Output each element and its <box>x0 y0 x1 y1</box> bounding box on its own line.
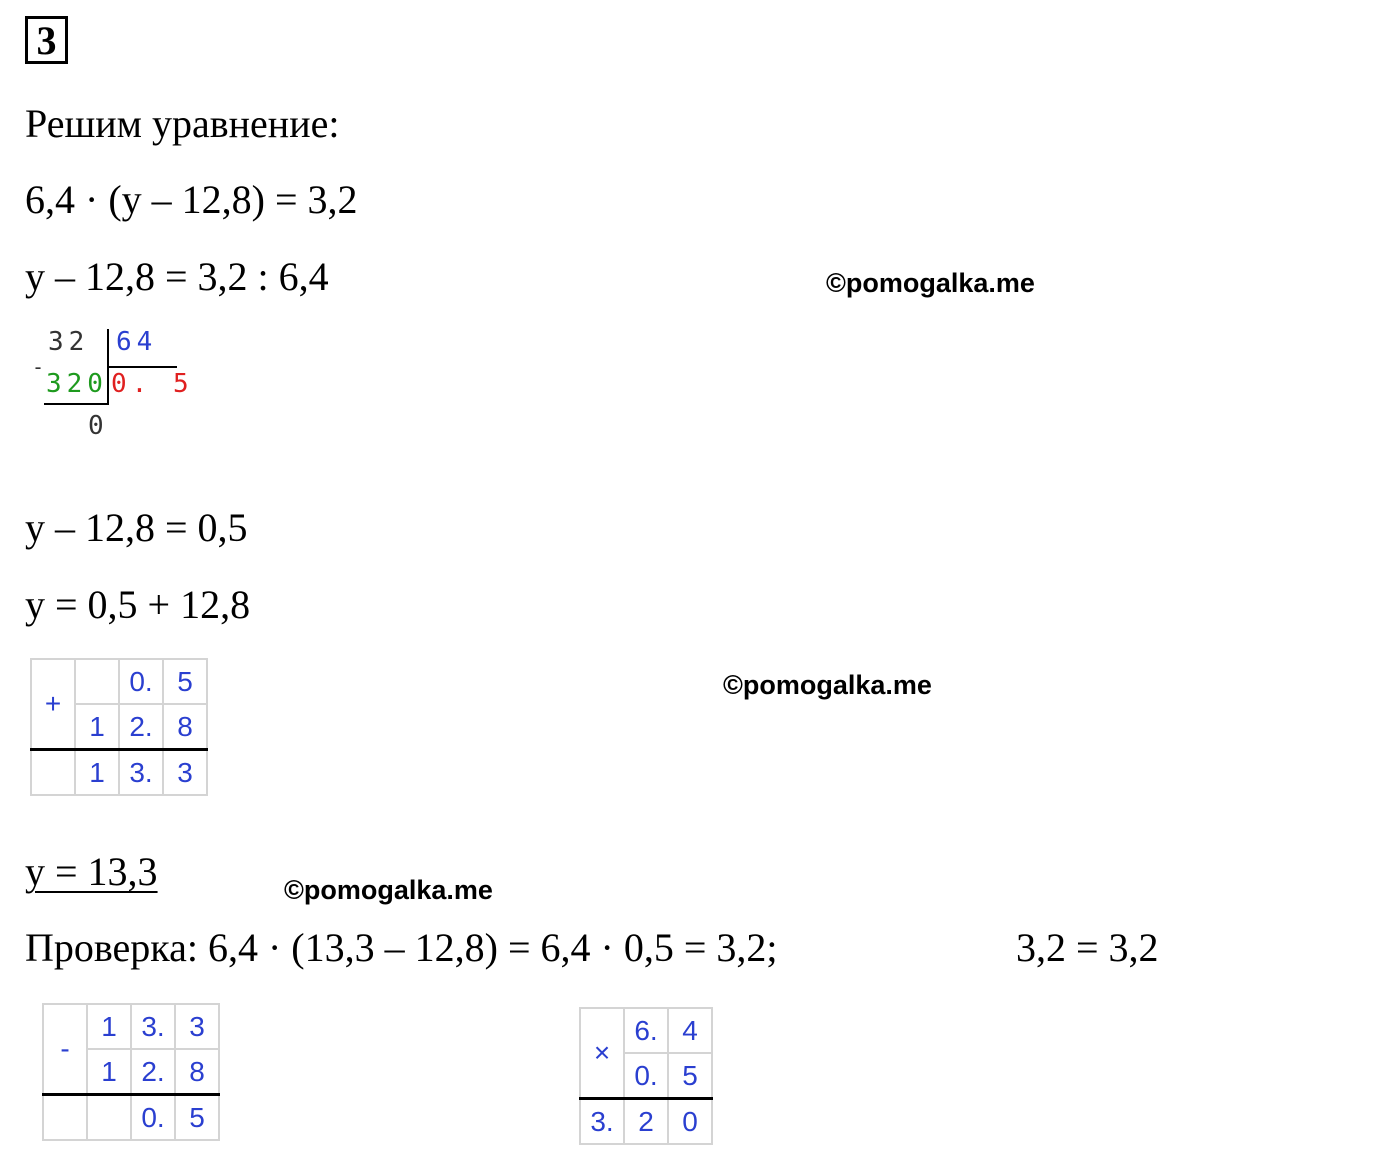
subtraction-cell: 3 <box>175 1004 219 1049</box>
addition-cell: 0. <box>119 659 163 704</box>
task-number: 3 <box>36 18 57 63</box>
subtraction-cell: 8 <box>175 1049 219 1095</box>
multiplication-cell: 0. <box>624 1053 668 1099</box>
subtraction-cell <box>43 1095 87 1141</box>
addition-result-cell: 3 <box>163 750 207 796</box>
check-line: Проверка: 6,4 · (13,3 – 12,8) = 6,4 · 0,5 = 3,2; <box>25 925 778 970</box>
division-divisor-line <box>109 366 177 368</box>
multiplication-result-cell: 2 <box>624 1099 668 1145</box>
answer: y = 13,3 <box>25 849 158 894</box>
addition-result-cell: 3. <box>119 750 163 796</box>
addition-cell <box>31 750 75 796</box>
division-subtrahend: 320 <box>46 369 108 399</box>
subtraction-result-cell: 5 <box>175 1095 219 1141</box>
addition-operator: + <box>31 659 75 750</box>
addition-cell: 5 <box>163 659 207 704</box>
subtraction-cell: 3. <box>131 1004 175 1049</box>
subtraction-cell: 1 <box>87 1004 131 1049</box>
addition-cell: 2. <box>119 704 163 750</box>
check-result: 3,2 = 3,2 <box>1016 925 1159 970</box>
watermark: ©pomogalka.me <box>723 670 932 700</box>
equation-2: y – 12,8 = 3,2 : 6,4 <box>25 254 329 299</box>
subtraction-result-cell: 0. <box>131 1095 175 1141</box>
division-dividend: 32 <box>48 327 90 357</box>
multiplication-cell: 6. <box>624 1008 668 1053</box>
addition-cell <box>75 659 119 704</box>
division-minus: - <box>32 355 50 379</box>
subtraction-cell: 2. <box>131 1049 175 1095</box>
multiplication-table <box>579 1007 713 1145</box>
addition-result-cell: 1 <box>75 750 119 796</box>
task-number-box <box>25 16 68 64</box>
equation-4: y = 0,5 + 12,8 <box>25 582 251 627</box>
equation-3: y – 12,8 = 0,5 <box>25 505 248 550</box>
subtraction-table <box>42 1003 220 1141</box>
watermark: ©pomogalka.me <box>826 268 1035 298</box>
watermark: ©pomogalka.me <box>284 875 493 905</box>
division-underline <box>44 403 108 405</box>
multiplication-result-cell: 0 <box>668 1099 712 1145</box>
addition-cell: 1 <box>75 704 119 750</box>
division-quotient: 0. 5 <box>111 369 194 399</box>
multiplication-cell: 5 <box>668 1053 712 1099</box>
multiplication-operator: × <box>580 1008 624 1099</box>
equation-1: 6,4 · (y – 12,8) = 3,2 <box>25 177 358 222</box>
division-divisor: 64 <box>116 327 158 357</box>
division-remainder: 0 <box>88 411 109 441</box>
subtraction-cell: 1 <box>87 1049 131 1095</box>
subtraction-operator: - <box>43 1004 87 1095</box>
multiplication-result-cell: 3. <box>580 1099 624 1145</box>
multiplication-cell: 4 <box>668 1008 712 1053</box>
addition-cell: 8 <box>163 704 207 750</box>
addition-table <box>30 658 208 796</box>
subtraction-result-cell <box>87 1095 131 1141</box>
heading: Решим уравнение: <box>25 101 340 146</box>
long-division <box>30 325 194 445</box>
